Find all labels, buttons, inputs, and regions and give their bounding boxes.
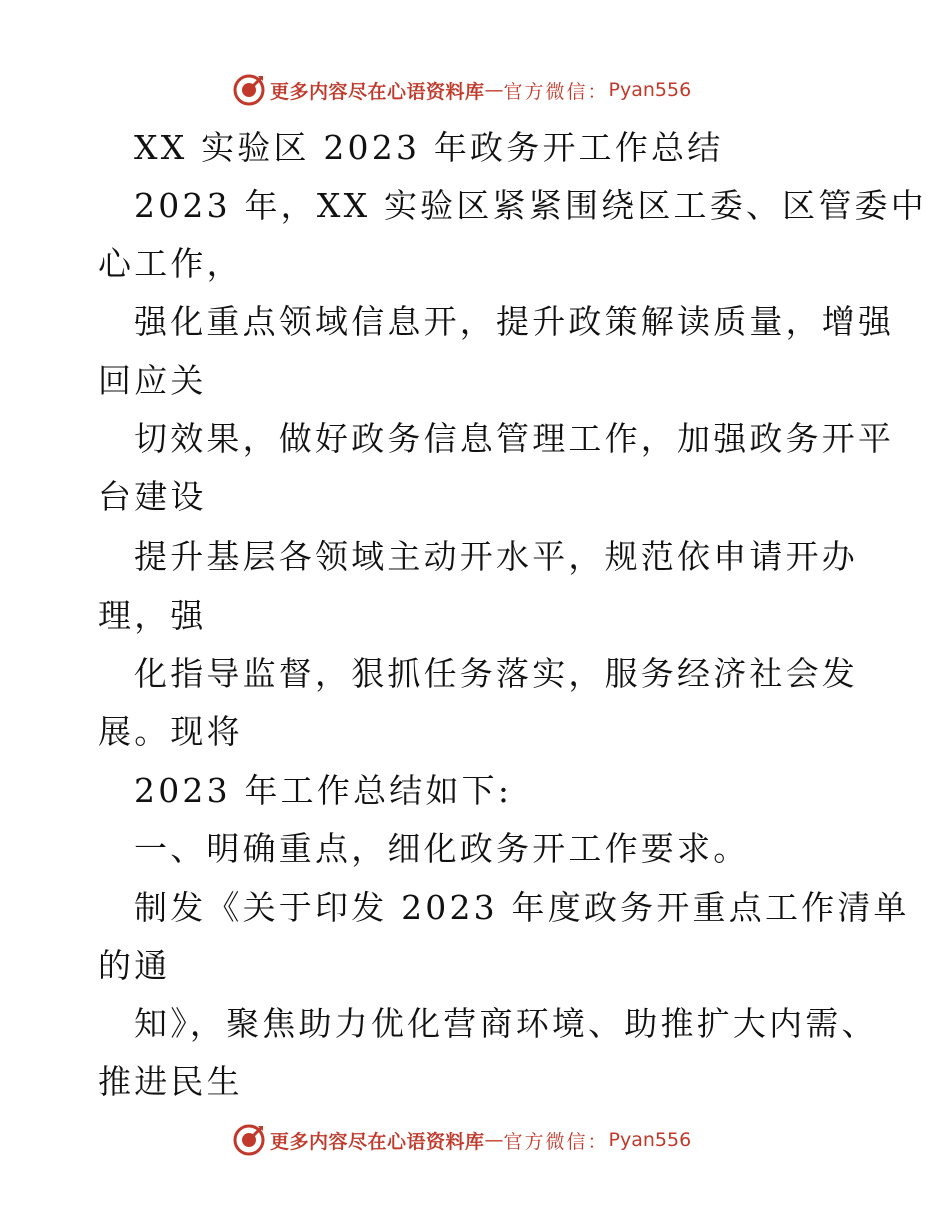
- body-line: 台建设: [98, 477, 207, 516]
- watermark-dash: —: [484, 79, 504, 101]
- body-line: 2023 年，XX 实验区紧紧围绕区工委、区管委中: [134, 186, 927, 225]
- watermark-wechat-id: Pyan556: [608, 1129, 692, 1151]
- watermark-dash: —: [484, 1129, 504, 1151]
- watermark-label: 官方微信：: [503, 80, 609, 103]
- body-line: 提升基层各领域主动开水平，规范依申请开办: [134, 537, 858, 576]
- body-line: 2023 年工作总结如下:: [134, 771, 513, 810]
- body-line: 心工作，: [98, 244, 243, 283]
- body-line: 切效果，做好政务信息管理工作，加强政务开平: [134, 419, 895, 458]
- body-line: 理，强: [98, 596, 207, 635]
- watermark-brand: 更多内容尽在心语资料库: [270, 1130, 485, 1153]
- pen-nib-circle-icon: [232, 1123, 266, 1157]
- body-line: 化指导监督，狠抓任务落实，服务经济社会发: [134, 654, 858, 693]
- document-title: XX 实验区 2023 年政务开工作总结: [134, 128, 724, 167]
- section-heading: 一、明确重点，细化政务开工作要求。: [134, 829, 750, 868]
- body-line: 强化重点领域信息开，提升政策解读质量，增强: [134, 302, 895, 341]
- footer-watermark: [232, 1120, 691, 1160]
- watermark-wechat-id: Pyan556: [608, 79, 692, 101]
- body-line: 知》，聚焦助力优化营商环境、助推扩大内需、: [134, 1004, 878, 1043]
- body-line: 的通: [98, 946, 171, 985]
- body-line: 回应关: [98, 361, 207, 400]
- watermark-brand: 更多内容尽在心语资料库: [270, 80, 485, 103]
- watermark-label: 官方微信：: [503, 1130, 609, 1153]
- body-line: 展。现将: [98, 712, 243, 751]
- pen-nib-circle-icon: [232, 73, 266, 107]
- body-line: 制发《关于印发 2023 年度政务开重点工作清单: [134, 888, 910, 927]
- header-watermark: [232, 70, 691, 110]
- body-line: 推进民生: [98, 1062, 243, 1101]
